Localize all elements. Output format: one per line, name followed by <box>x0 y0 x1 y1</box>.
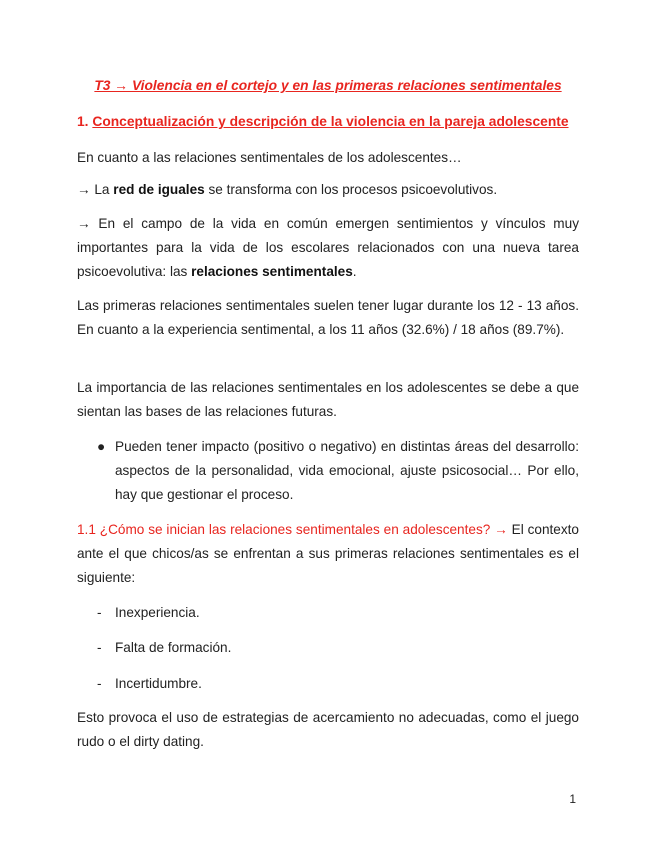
paragraph-importance: La importancia de las relaciones sentimentales en los adolescentes se debe a que sientan las bases de las relaciones futuras. <box>77 380 579 419</box>
paragraph-conclusion: Esto provoca el uso de estrategias de acercamiento no adecuadas, como el juego rudo o el dirty dating. <box>77 710 579 749</box>
section-1-title: Conceptualización y descripción de la violencia en la pareja adolescente <box>92 114 569 129</box>
section-1-1-heading: 1.1 ¿Cómo se inician las relaciones sentimentales en adolescentes? → <box>77 522 508 537</box>
bullet-icon: ● <box>97 439 106 454</box>
dash-icon: - <box>97 640 102 655</box>
paragraph-peer-network: → La red de iguales se transforma con los procesos psicoevolutivos. <box>77 182 498 197</box>
paragraph-intro: En cuanto a las relaciones sentimentales de los adolescentes… <box>77 150 462 165</box>
section-1-1-text: El contexto ante el que chicos/as se enfrentan a sus primeras relaciones sentimentales es el siguiente: <box>77 522 579 585</box>
section-1-1 <box>77 518 579 590</box>
document-page: T3 → Violencia en el cortejo y en las primeras relaciones sentimentales 1. Conceptualización y descripción de la violencia en la pareja adolescente En cuanto a las relaciones sentimentales de los adolescentes… → La red de iguales se transforma con los procesos psicoevolutivos. → En el campo de la vida en común emergen sentimientos y vínculos muy importantes para la vida de los escolares relacionados con una nueva tarea psicoevolutiva: las relaciones sentimentales. Las primeras relaciones sentimentales suelen tener lugar durante los 12 - 13 años. En cuanto a la experiencia sentimental, a los 11 años (32.6%) / 18 años (89.7%). La importancia de las relaciones sentimentales en los adolescentes se debe a que sientan las bases de las relaciones futuras. ● Pueden tener impacto (positivo o negativo) en distintas áreas del desarrollo: aspectos de la personalidad, vida emocional, ajuste psicosocial… Por ello, hay que gestionar el proceso. 1.1 ¿Cómo se inician las relaciones sentimentales en adolescentes? → El contexto ante el que chicos/as se enfrentan a sus primeras relaciones sentimentales es el siguiente: - Inexperiencia. - Falta de formación. - Incertidumbre. Esto provoca el uso de estrategias de acercamiento no adecuadas, como el juego rudo o el dirty dating. 1 <box>0 0 655 848</box>
bold-term: relaciones sentimentales <box>191 264 353 279</box>
paragraph-romantic-relations: → En el campo de la vida en común emergen sentimientos y vínculos muy importantes para la vida de los escolares relacionados con una nueva tarea psicoevolutiva: las relaciones sentimentales. <box>77 216 579 279</box>
bold-term: red de iguales <box>113 182 205 197</box>
section-1-heading <box>77 110 569 134</box>
section-1-number: 1. <box>77 114 89 129</box>
dash-icon: - <box>97 676 102 691</box>
dash-icon: - <box>97 605 102 620</box>
bullet-text: Pueden tener impacto (positivo o negativo) en distintas áreas del desarrollo: aspectos de la personalidad, vida emocional, ajuste psicosocial… Por ello, hay que gestionar el proceso. <box>115 439 579 502</box>
paragraph-age-stats: Las primeras relaciones sentimentales suelen tener lugar durante los 12 - 13 años. En cuanto a la experiencia sentimental, a los 11 años (32.6%) / 18 años (89.7%). <box>77 298 579 337</box>
document-title: T3 → Violencia en el cortejo y en las primeras relaciones sentimentales <box>94 78 562 93</box>
page-number: 1 <box>569 792 576 806</box>
